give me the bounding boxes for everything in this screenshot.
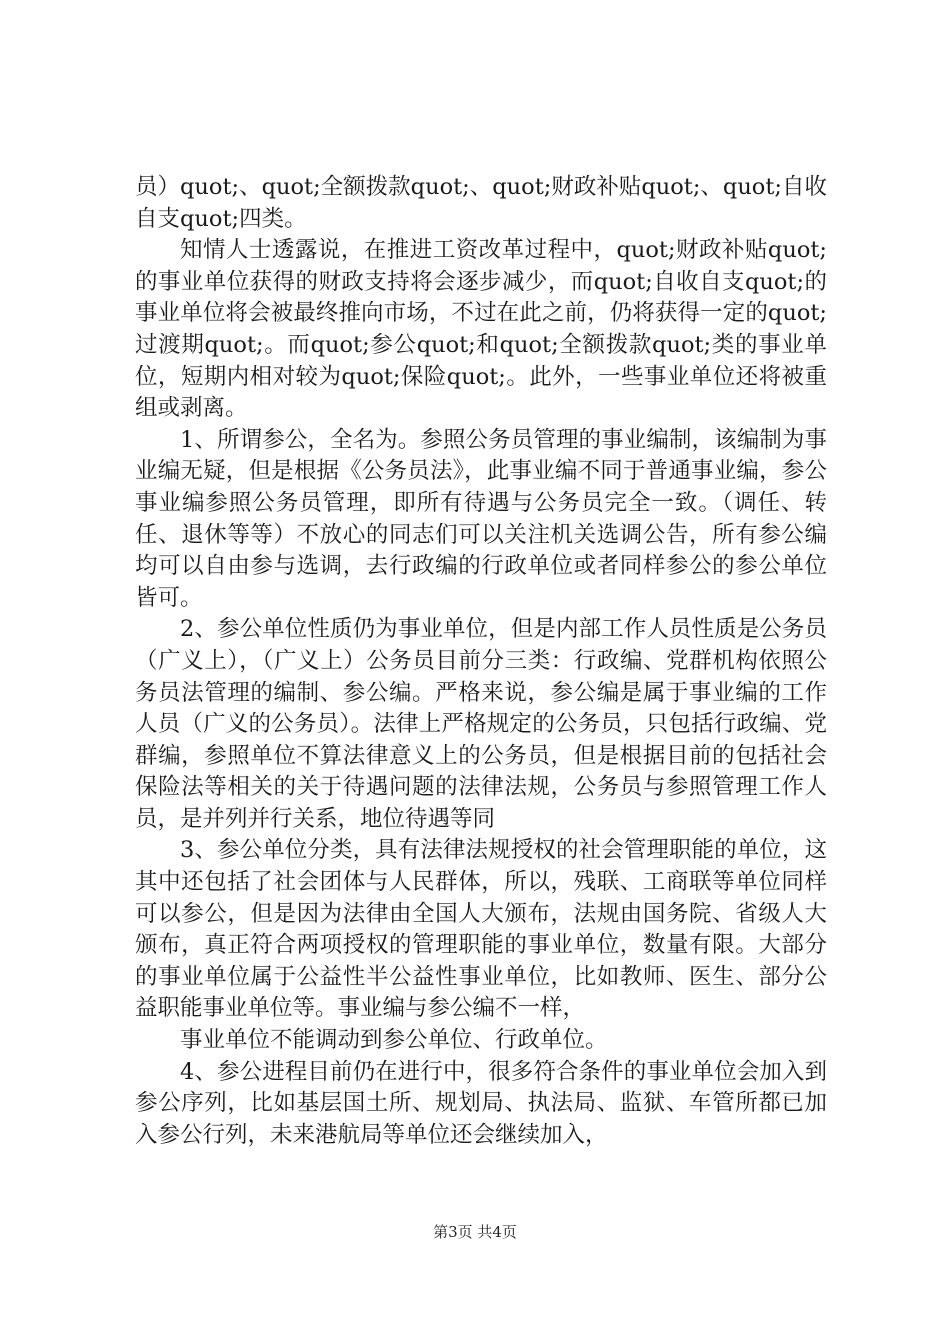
paragraph-point-1: 1、所谓参公，全名为。参照公务员管理的事业编制，该编制为事业编无疑，但是根据《公务员法》，此事业编不同于普通事业编，参公事业编参照公务员管理，即所有待遇与公务员完全一致。（调任、转任、退休等等）不放心的同志们可以关注机关选调公告，所有参公编均可以自由参与选调，去行政编的行政单位或者同样参公的参公单位皆可。 (135, 426, 827, 611)
paragraph-transfer-note: 事业单位不能调动到参公单位、行政单位。 (180, 1027, 608, 1054)
paragraph-insider-report: 知情人士透露说，在推进工资改革过程中，quot;财政补贴quot;的事业单位获得的财政支持将会逐步减少，而quot;自收自支quot;的事业单位将会被最终推向市场，不过在此之前，仍将获得一定的quot;过渡期quot;。而quot;参公quot;和quot;全额拨款quot;类的事业单位，短期内相对较为quot;保险quot;。此外，一些事业单位还将被重组或剥离。 (135, 237, 827, 422)
paragraph-continuation: 员）quot;、quot;全额拨款quot;、quot;财政补贴quot;、quot;自收自支quot;四类。 (135, 174, 827, 232)
paragraph-point-2: 2、参公单位性质仍为事业单位，但是内部工作人员性质是公务员（广义上），（广义上）公务员目前分三类：行政编、党群机构依照公务员法管理的编制、参公编。严格来说，参公编是属于事业编的工作人员（广义的公务员）。法律上严格规定的公务员，只包括行政编、党群编，参照单位不算法律意义上的公务员，但是根据目前的包括社会保险法等相关的关于待遇问题的法律法规，公务员与参照管理工作人员，是并列并行关系，地位待遇等同 (135, 616, 827, 832)
page-number-footer: 第3页 共4页 (433, 1223, 517, 1241)
paragraph-point-4: 4、参公进程目前仍在进行中，很多符合条件的事业单位会加入到参公序列，比如基层国土所、规划局、执法局、监狱、车管所都已加入参公行列，未来港航局等单位还会继续加入， (135, 1058, 827, 1148)
document-body (135, 172, 827, 1151)
paragraph-point-3: 3、参公单位分类，具有法律法规授权的社会管理职能的单位，这其中还包括了社会团体与人民群体，所以，残联、工商联等单位同样可以参公，但是因为法律由全国人大颁布，法规由国务院、省级人大颁布，真正符合两项授权的管理职能的事业单位，数量有限。大部分的事业单位属于公益性半公益性事业单位，比如教师、医生、部分公益职能事业单位等。事业编与参公编不一样， (135, 837, 827, 1022)
